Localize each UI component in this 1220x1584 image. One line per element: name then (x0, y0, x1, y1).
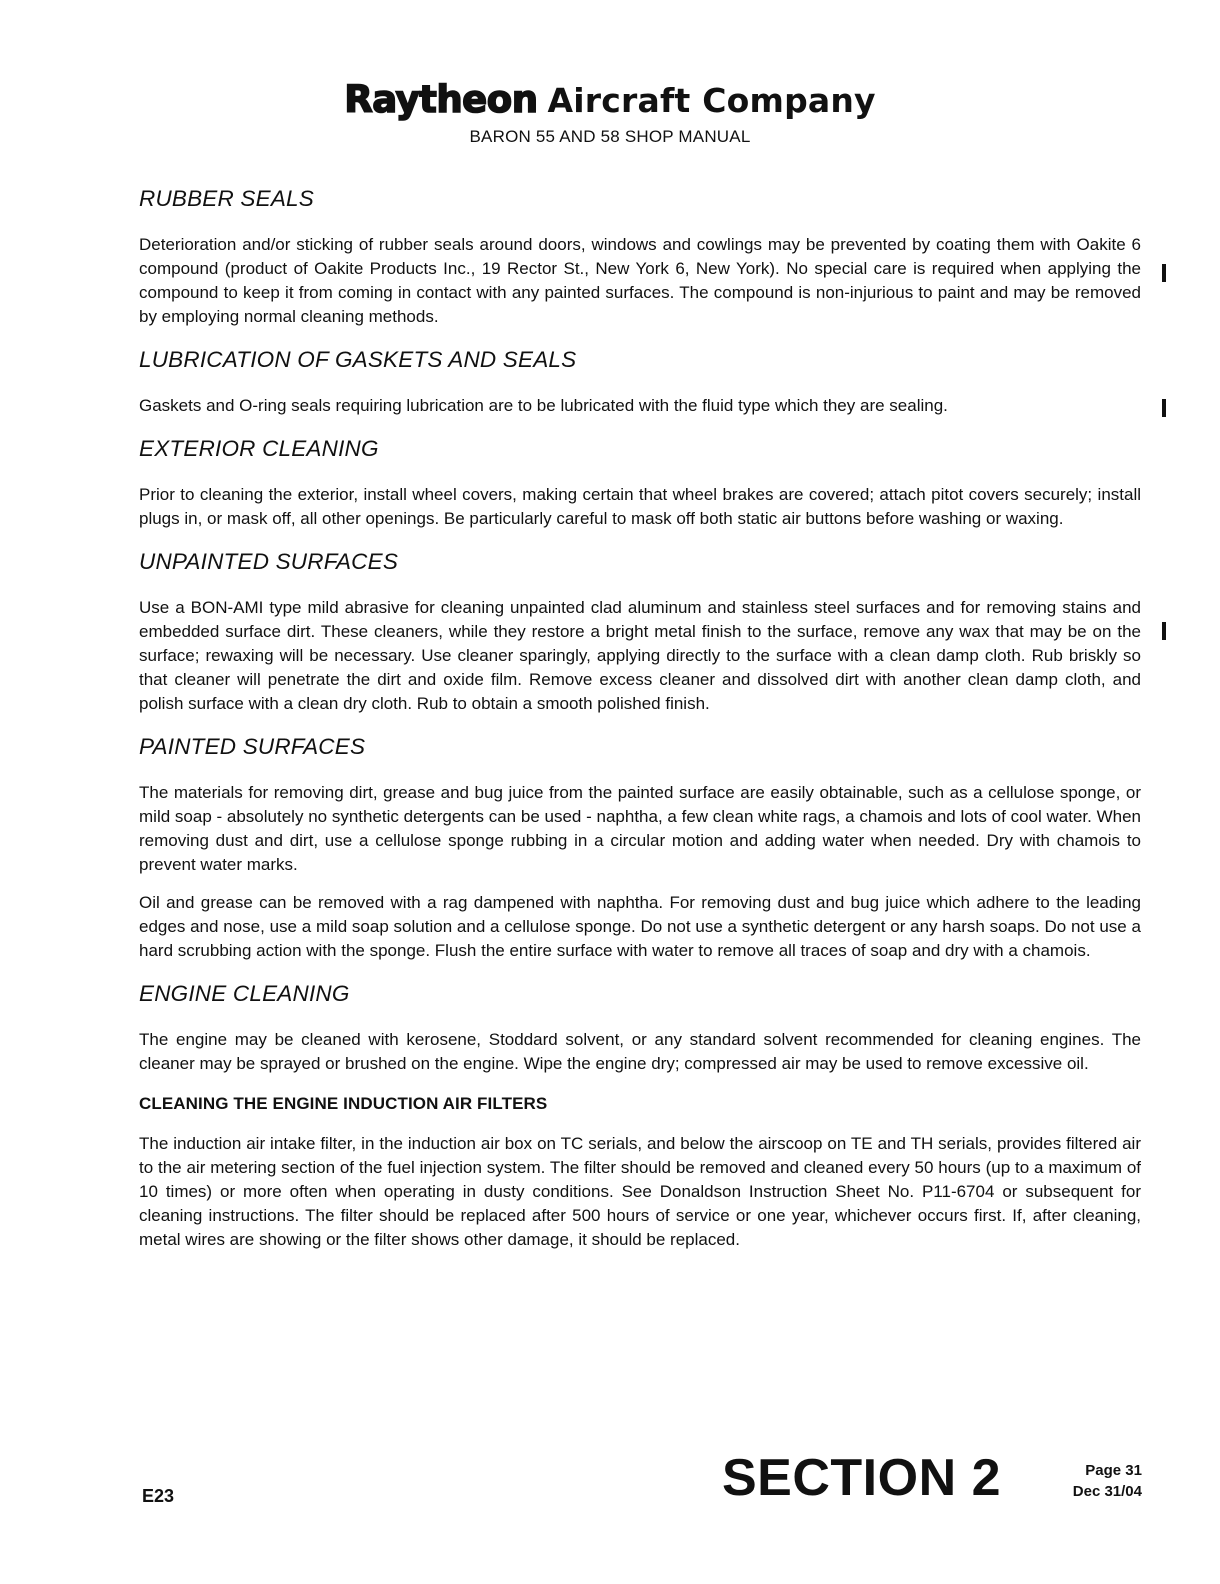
change-bar (1162, 399, 1166, 417)
section-title: UNPAINTED SURFACES (139, 549, 399, 574)
document-body (139, 186, 1141, 1270)
brand-name: Raytheon (344, 78, 538, 121)
section-painted-surfaces (139, 734, 1141, 963)
section-lubrication (139, 347, 1141, 418)
revision-date: Dec 31/04 (1072, 1483, 1142, 1500)
paragraph: Oil and grease can be removed with a rag dampened with naphtha. For removing dust and bug juice which adhere to the leading edges and nose, use a mild soap solution and a cellulose sponge. Do not use a synthetic detergent or any harsh soaps. Do not use a hard scrubbing action with the sponge. Flush the entire surface with water to remove all traces of soap and dry with a chamois. (139, 893, 1141, 960)
subsection-title: CLEANING THE ENGINE INDUCTION AIR FILTERS (139, 1094, 548, 1113)
paragraph: The induction air intake filter, in the induction air box on TC serials, and below the airscoop on TE and TH serials, provides filtered air to the air metering section of the fuel injection system. The filter should be removed and cleaned every 50 hours (up to a maximum of 10 times) or more often when operating in dusty conditions. See Donaldson Instruction Sheet No. P11-6704 or subsequent for cleaning instructions. The filter should be replaced after 500 hours of service or one year, whichever occurs first. If, after cleaning, metal wires are showing or the filter shows other damage, it should be replaced. (139, 1134, 1141, 1249)
page-header (0, 78, 1220, 147)
page-number: Page 31 (1085, 1462, 1142, 1479)
paragraph: Deterioration and/or sticking of rubber seals around doors, windows and cowlings may be prevented by coating them with Oakite 6 compound (product of Oakite Products Inc., 19 Rector St., New York 6, New York). No special care is required when applying the compound to keep it from coming in contact with any painted surfaces. The compound is non-injurious to paint and may be removed by employing normal cleaning methods. (139, 235, 1141, 326)
paragraph: Gaskets and O-ring seals requiring lubrication are to be lubricated with the fluid type which they are sealing. (139, 396, 948, 415)
change-bar (1162, 622, 1166, 640)
change-bar (1162, 264, 1166, 282)
section-title: EXTERIOR CLEANING (139, 436, 379, 461)
section-title: RUBBER SEALS (139, 186, 314, 211)
section-rubber-seals (139, 186, 1141, 329)
paragraph: The materials for removing dirt, grease and bug juice from the painted surface are easily obtainable, such as a cellulose sponge, or mild soap - absolutely no synthetic detergents can be used - naphtha, a few clean white rags, a chamois and lots of cool water. When removing dust and dirt, use a cellulose sponge rubbing in a circular motion and adding water when needed. Dry with chamois to prevent water marks. (139, 783, 1141, 874)
section-title: LUBRICATION OF GASKETS AND SEALS (139, 347, 577, 372)
manual-title: BARON 55 AND 58 SHOP MANUAL (469, 127, 751, 146)
company-logo (344, 78, 876, 121)
section-number: SECTION 2 (722, 1449, 1001, 1507)
section-unpainted-surfaces (139, 549, 1141, 716)
section-exterior-cleaning (139, 436, 1141, 531)
paragraph: Prior to cleaning the exterior, install wheel covers, making certain that wheel brakes are covered; attach pitot covers securely; install plugs in, or mask off, all other openings. Be particularly careful to mask off both static air buttons before washing or waxing. (139, 485, 1141, 528)
page-info (1046, 1460, 1142, 1502)
section-title: PAINTED SURFACES (139, 734, 366, 759)
paragraph: The engine may be cleaned with kerosene, Stoddard solvent, or any standard solvent recommended for cleaning engines. The cleaner may be sprayed or brushed on the engine. Wipe the engine dry; compressed air may be used to remove excessive oil. (139, 1030, 1141, 1073)
company-name: Aircraft Company (547, 81, 876, 120)
document-code: E23 (142, 1486, 175, 1506)
section-engine-cleaning (139, 981, 1141, 1252)
paragraph: Use a BON-AMI type mild abrasive for cleaning unpainted clad aluminum and stainless steel surfaces and for removing stains and embedded surface dirt. These cleaners, while they restore a bright metal finish to the surface, remove any wax that may be on the surface; rewaxing will be necessary. Use cleaner sparingly, applying directly to the surface with a clean damp cloth. Rub briskly so that cleaner will penetrate the dirt and oxide film. Remove excess cleaner and dissolved dirt with another clean damp cloth, and polish surface with a clean dry cloth. Rub to obtain a smooth polished finish. (139, 598, 1141, 713)
section-title: ENGINE CLEANING (139, 981, 350, 1006)
